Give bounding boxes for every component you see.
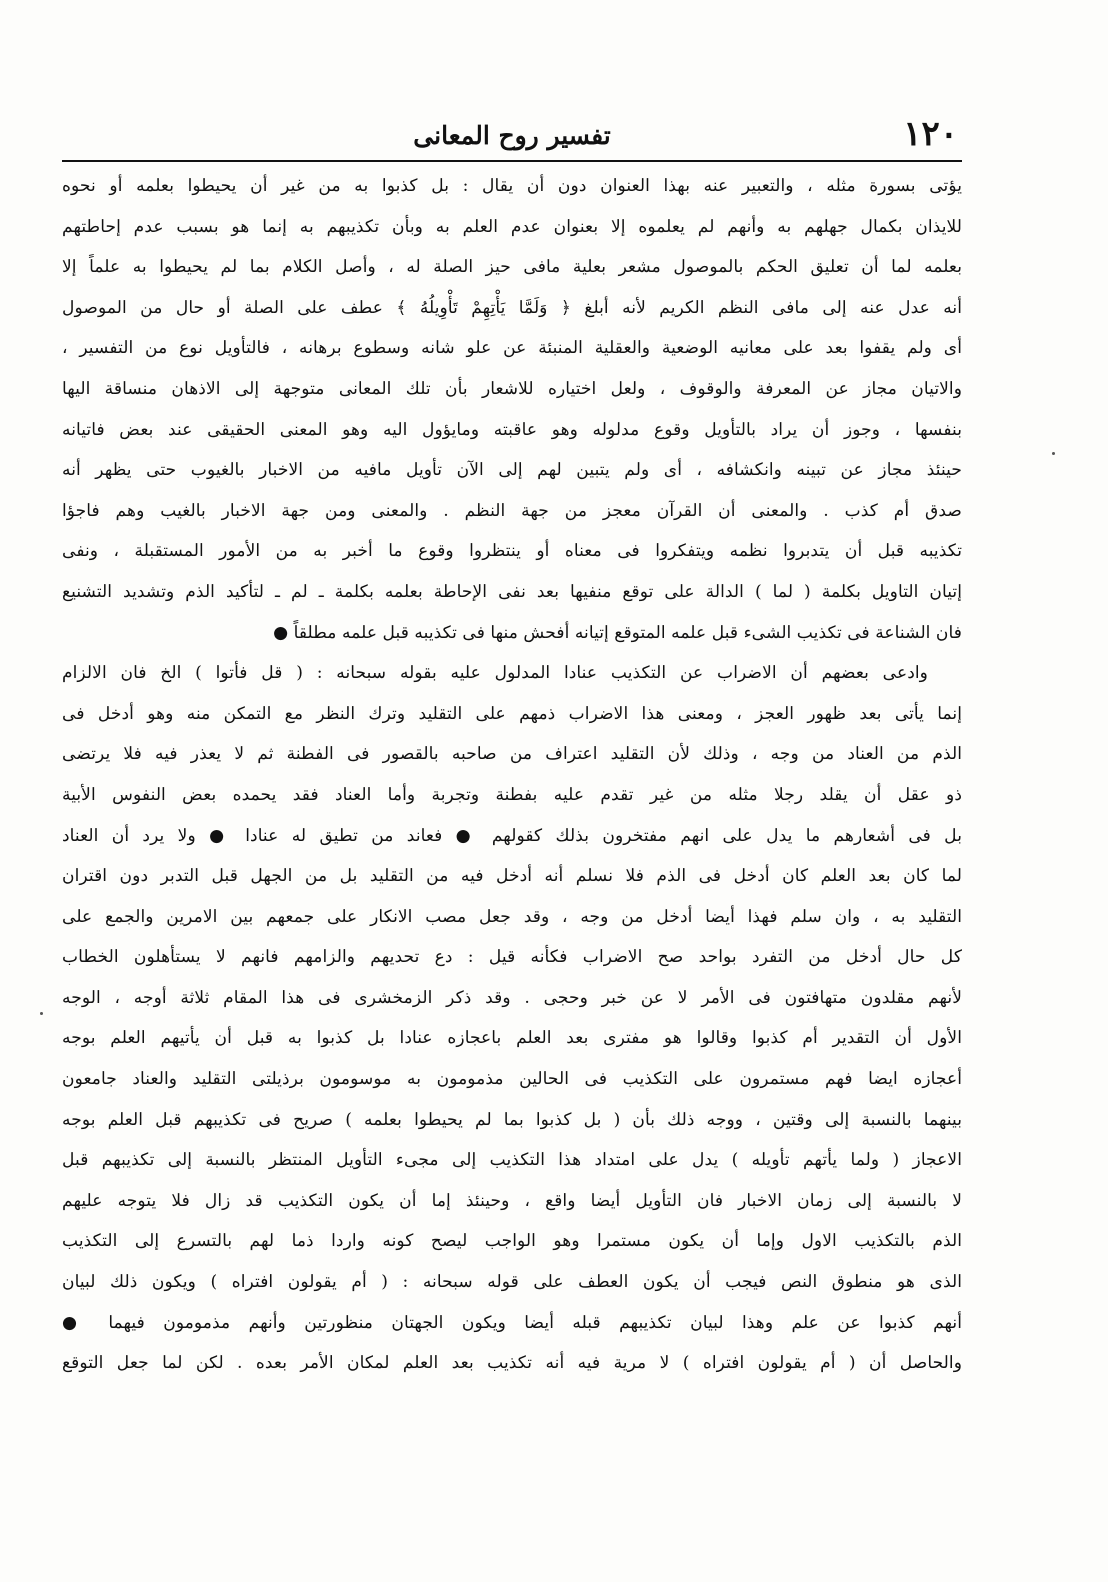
text-line: لأنهم مقلدون متهافتون فى الأمر لا عن خبر وحجى . وقد ذكر الزمخشرى فى هذا المقام ثلاثة أوجه ، الوجه — [62, 987, 962, 1008]
text-line: لا بالنسبة إلى زمان الاخبار فان التأويل أيضا واقع ، وحينئذ إما أن يكون التكذيب قد زال فلا يتوجه عليهم — [62, 1190, 962, 1211]
text-line: لما كان بعد العلم كان أدخل فى الذم فلا نسلم أنه أدخل فيه من التقليد بل من الجهل قبل التدبر دون اقتران — [62, 866, 962, 887]
header-rule — [62, 160, 962, 162]
text-line: الذم من العناد من وجه ، وذلك لأن التقليد اعتراف من صاحبه بالقصور فى الفطنة ثم لا يعذر فيه فلا يرتضى — [62, 744, 962, 765]
text-line: وادعى بعضهم أن الاضراب عن التكذيب عنادا المدلول عليه بقوله سبحانه : ( قل فأتوا ) الخ فان الالزام — [62, 663, 928, 684]
scan-speck — [1052, 452, 1055, 455]
text-line: أنهم كذبوا عن علم وهذا لبيان تكذيبهم قبله أيضا ويكون الجهتان منظورتين وأنهم مذمومون فيهما ● — [62, 1312, 962, 1333]
text-line: تكذيبه قبل أن يتدبروا نظمه ويتفكروا فى معناه أو ينتظروا وقوع ما أخبر به من الأمور المستقبلة ، ونفى — [62, 541, 962, 562]
text-line: بعلمه لما أن تعليق الحكم بالموصول مشعر بعلية مافى حيز الصلة له ، وأصل الكلام بما لم يحيطوا به علماً إلا — [62, 257, 962, 278]
text-line: الاعجاز ( ولما يأتهم تأويله ) يدل على امتداد هذا التكذيب إلى مجىء التأويل المنتظر بالنسبة إلى تكذيبهم قبل — [62, 1150, 962, 1171]
text-line: للايذان بكمال جهلهم به وأنهم لم يعلموه إلا بعنوان عدم العلم به وبأن تكذيبهم به إنما هو بسبب عدم إحاطتهم — [62, 216, 962, 237]
text-line: بنفسها ، وجوز أن يراد بالتأويل وقوع مدلوله وهو عاقبته ومايؤول اليه وهو المعنى الحقيقى عند بعض فاتيانه — [62, 419, 962, 440]
text-line: حينئذ مجاز عن تبينه وانكشافه ، أى ولم يتبين لهم إلى الآن تأويل مافيه من الاخبار بالغيوب حتى يظهر أنه — [62, 460, 962, 481]
text-line: والاتيان مجاز عن المعرفة والوقوف ، ولعل اختياره للاشعار بأن تلك المعانى متوجهة إلى الاذهان منساقة اليها — [62, 378, 962, 399]
text-line: التقليد به ، وان سلم فهذا أيضا أدخل من وجه ، وقد جعل مصب الانكار على جمعهم بين الامرين والجمع على — [62, 906, 962, 927]
running-title: تفسير روح المعانى — [413, 121, 611, 150]
text-line: صدق أم كذب . والمعنى أن القرآن معجز من جهة النظم . والمعنى ومن جهة الاخبار بالغيب وهم فاجؤا — [62, 500, 962, 521]
text-line: الذم بالتكذيب الاول وإما أن يكون مستمرا وهو الواجب ليصح كونه واردا ذما لهم بالتسرع إلى التكذيب — [62, 1231, 962, 1252]
page-header — [62, 112, 962, 160]
text-line: إنما يأتى بعد ظهور العجز ، ومعنى هذا الاضراب ذمهم على التقليد وترك النظر مع التمكن منه وهو أدخل فى — [62, 703, 962, 724]
text-line: إتيان التاويل بكلمة ( لما ) الدالة على توقع منفيها بعد نفى الإحاطة بعلمه بكلمة ـ لم ـ لتأكيد الذم وتشديد التشنيع — [62, 581, 962, 602]
text-line: بل فى أشعارهم ما يدل على انهم مفتخرون بذلك كقولهم ● فعاند من تطيق له عنادا ● ولا يرد أن العناد — [62, 825, 962, 846]
text-line: الذى هو منطوق النص فيجب أن يكون العطف على قوله سبحانه : ( أم يقولون افتراه ) ويكون ذلك لبيان — [62, 1272, 962, 1293]
body-text — [62, 166, 962, 1384]
text-line: كل حال أدخل من التفرد بواحد صح الاضراب فكأنه قيل : دع تحديهم والزامهم فانهم لا يستأهلون الخطاب — [62, 947, 962, 968]
text-line: ذو عقل أن يقلد رجلا مثله من غير تقدم عليه بفطنة وتجربة وأما العناد فقد يحمده بعض النفوس الأبية — [62, 784, 962, 805]
text-line: الأول أن التقدير أم كذبوا وقالوا هو مفترى بعد العلم باعجازه عنادا بل كذبوا به قبل أن يأتيهم العلم بوجه — [62, 1028, 962, 1049]
page-number: ١٢٠ — [903, 114, 958, 154]
text-line: فان الشناعة فى تكذيب الشىء قبل علمه المتوقع إتيانه أفحش منها فى تكذيبه قبل علمه مطلقاً ● — [273, 622, 962, 643]
text-line: والحاصل أن ( أم يقولون افتراه ) لا مرية فيه أنه تكذيب بعد العلم لمكان الأمر بعده . لكن لما جعل التوقع — [62, 1353, 962, 1374]
text-line: بينهما بالنسبة إلى وقتين ، ووجه ذلك بأن ( بل كذبوا بما لم يحيطوا بعلمه ) صريح فى تكذيبهم قبل العلم بوجه — [62, 1109, 962, 1130]
text-line: يؤتى بسورة مثله ، والتعبير عنه بهذا العنوان دون أن يقال : بل كذبوا به من غير أن يحيطوا بعلمه أو نحوه — [62, 176, 962, 196]
scan-speck — [40, 1012, 43, 1015]
text-line: أى ولم يقفوا بعد على معانيه الوضعية والعقلية المنبئة عن علو شانه وسطوع برهانه ، فالتأويل نوع من التفسير ، — [62, 338, 962, 359]
text-line: أنه عدل عنه إلى مافى النظم الكريم لأنه أبلغ ﴿ وَلَمَّا يَأْتِهِمْ تَأْوِيلُهُ ﴾ عطف على الصلة أو حال من الموصول — [62, 297, 962, 318]
text-line: أعجازه ايضا فهم مستمرون على التكذيب فى الحالين مذمومون به موسومون برذيلتى التقليد والعناد جامعون — [62, 1069, 962, 1090]
